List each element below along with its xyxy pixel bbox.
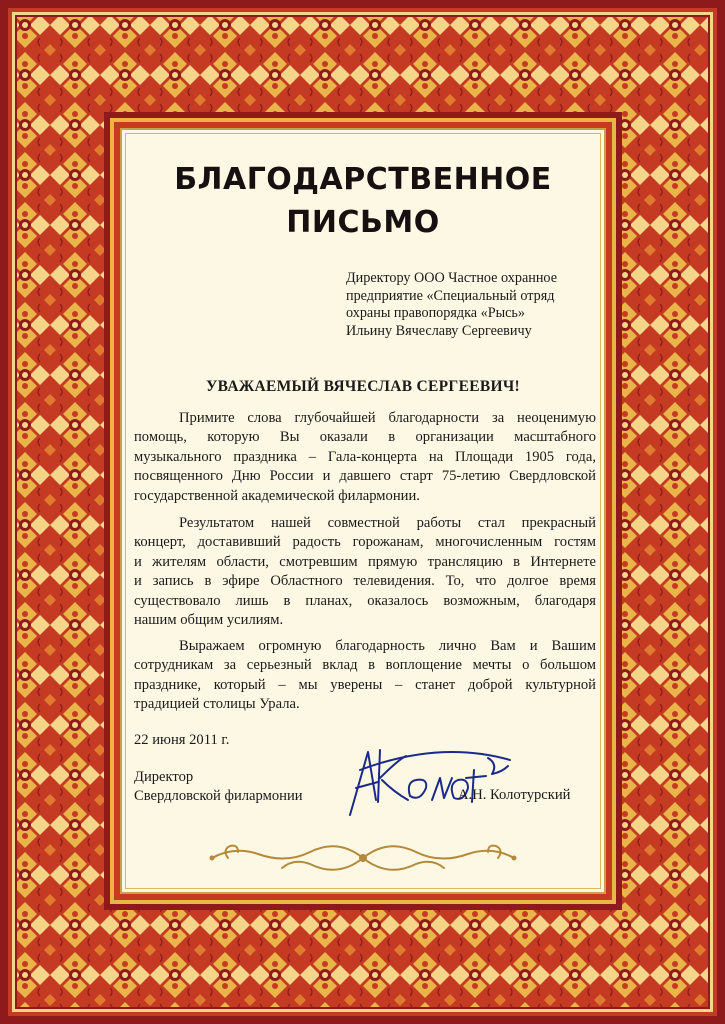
paragraph-line: помощь, которую Вы оказали в организации масштабного bbox=[134, 429, 596, 446]
position-line: Директор bbox=[134, 769, 194, 785]
letter-title-line2: ПИСЬМО bbox=[286, 205, 440, 240]
paragraph-line: и запись в эфире Областного телевидения. То, что долгое время bbox=[134, 573, 596, 590]
recipient-line: предприятие «Специальный отряд bbox=[346, 287, 555, 304]
recipient-block bbox=[346, 270, 604, 340]
paragraph-line: посвященного Дню России и давшего старт 75-летию Свердловской bbox=[134, 468, 596, 485]
paragraph-2 bbox=[134, 514, 596, 630]
flourish-ornament-icon bbox=[198, 832, 528, 884]
paragraph-line: традицией столицы Урала. bbox=[134, 696, 300, 713]
paragraph-line: празднике, который – мы уверены – станет доброй культурной bbox=[134, 676, 596, 693]
paragraph-1 bbox=[134, 409, 596, 506]
paragraph-line: нашим общим усилиям. bbox=[134, 612, 284, 629]
salutation: УВАЖАЕМЫЙ ВЯЧЕСЛАВ СЕРГЕЕВИЧ! bbox=[206, 378, 520, 395]
paragraph-line: Выражаем огромную благодарность лично Вам и Вашим bbox=[179, 638, 596, 654]
letter-date: 22 июня 2011 г. bbox=[134, 732, 230, 748]
paragraph-line: государственной академической филармонии. bbox=[134, 487, 420, 504]
handwritten-signature bbox=[320, 730, 520, 830]
paragraph-line: музыкального праздника – Гала-концерта на Площади 1905 года, bbox=[134, 448, 596, 465]
letter-title-line1: БЛАГОДАРСТВЕННОЕ bbox=[174, 162, 552, 197]
position-line: Свердловской филармонии bbox=[134, 788, 303, 804]
recipient-line: Ильину Вячеславу Сергеевичу bbox=[346, 322, 532, 339]
recipient-line: Директору ООО Частное охранное bbox=[346, 270, 557, 286]
paragraph-line: существовало лишь в планах, оказалось возможным, благодаря bbox=[134, 592, 596, 609]
paragraph-line: сотрудникам за серьезный вклад в воплощение мечты о большом bbox=[134, 657, 596, 674]
paragraph-line: Примите слова глубочайшей благодарности за неоценимую bbox=[179, 410, 596, 426]
paragraph-line: и жителям области, смотревшим прямую трансляцию в Интернете bbox=[134, 553, 596, 570]
paragraph-3 bbox=[134, 637, 596, 715]
signer-name: А.Н. Колотурский bbox=[458, 787, 571, 803]
paragraph-line: концерт, доставивший радость горожанам, многочисленным гостям bbox=[134, 534, 596, 551]
signer-position bbox=[134, 768, 303, 806]
recipient-line: охраны правопорядка «Рысь» bbox=[346, 305, 525, 321]
paragraph-line: Результатом нашей совместной работы стал прекрасный bbox=[179, 515, 596, 531]
